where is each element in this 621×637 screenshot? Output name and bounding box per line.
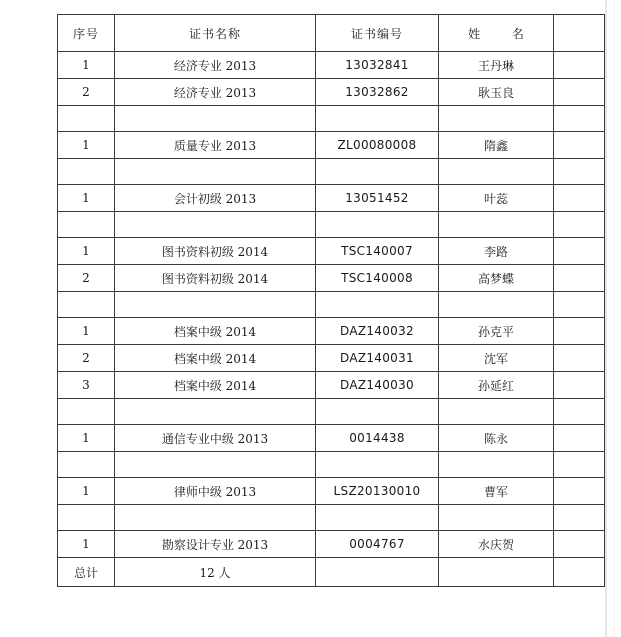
- empty-cell: [115, 212, 316, 238]
- cell-cert-no: DAZ140031: [316, 345, 439, 372]
- cell-cert-no: TSC140008: [316, 265, 439, 292]
- cell-cert-no: DAZ140030: [316, 372, 439, 399]
- cell-cert-name: 质量专业 2013: [115, 132, 316, 159]
- empty-cell: [58, 505, 115, 531]
- cell-seq: 2: [58, 79, 115, 106]
- cell-cert-no: DAZ140032: [316, 318, 439, 345]
- empty-cell: [554, 79, 605, 106]
- cell-name: 李路: [439, 238, 554, 265]
- empty-cell: [316, 106, 439, 132]
- empty-cell: [439, 212, 554, 238]
- empty-cell: [316, 505, 439, 531]
- page-edge-line: [614, 0, 615, 637]
- total-empty-cell: [316, 558, 439, 587]
- empty-cell: [115, 159, 316, 185]
- cell-name: 耿玉良: [439, 79, 554, 106]
- cell-cert-no: 0004767: [316, 531, 439, 558]
- empty-cell: [439, 159, 554, 185]
- table-row: [58, 531, 605, 558]
- empty-cell: [316, 212, 439, 238]
- cell-cert-name: 档案中级 2014: [115, 318, 316, 345]
- total-value: 12 人: [115, 558, 316, 587]
- table-row: [58, 79, 605, 106]
- empty-cell: [554, 452, 605, 478]
- empty-cell: [554, 238, 605, 265]
- total-empty-cell: [554, 558, 605, 587]
- spacer-row: [58, 452, 605, 478]
- empty-cell: [58, 292, 115, 318]
- empty-cell: [316, 292, 439, 318]
- cell-cert-name: 图书资料初级 2014: [115, 265, 316, 292]
- cell-cert-name: 图书资料初级 2014: [115, 238, 316, 265]
- table-row: [58, 238, 605, 265]
- cell-seq: 1: [58, 318, 115, 345]
- table-row: [58, 185, 605, 212]
- cell-cert-no: 13032841: [316, 52, 439, 79]
- empty-cell: [554, 52, 605, 79]
- empty-cell: [554, 505, 605, 531]
- empty-cell: [554, 265, 605, 292]
- certificate-table: [57, 14, 605, 587]
- cell-cert-name: 通信专业中级 2013: [115, 425, 316, 452]
- total-label: 总计: [58, 558, 115, 587]
- spacer-row: [58, 159, 605, 185]
- cell-name: 陈永: [439, 425, 554, 452]
- spacer-row: [58, 505, 605, 531]
- empty-cell: [58, 399, 115, 425]
- cell-cert-no: TSC140007: [316, 238, 439, 265]
- empty-cell: [554, 531, 605, 558]
- cell-name: 孙克平: [439, 318, 554, 345]
- table-header: [58, 15, 605, 52]
- cell-name: 高梦蝶: [439, 265, 554, 292]
- cell-seq: 1: [58, 478, 115, 505]
- empty-cell: [316, 399, 439, 425]
- empty-cell: [58, 212, 115, 238]
- empty-cell: [115, 452, 316, 478]
- spacer-row: [58, 106, 605, 132]
- cell-name: 隋鑫: [439, 132, 554, 159]
- empty-cell: [554, 345, 605, 372]
- header-row: [58, 15, 605, 52]
- table-body: [58, 52, 605, 558]
- cell-cert-no: 0014438: [316, 425, 439, 452]
- empty-cell: [554, 372, 605, 399]
- cell-name: 孙延红: [439, 372, 554, 399]
- cell-seq: 2: [58, 345, 115, 372]
- table-row: [58, 52, 605, 79]
- empty-cell: [554, 132, 605, 159]
- empty-cell: [554, 159, 605, 185]
- cell-cert-no: LSZ20130010: [316, 478, 439, 505]
- table-footer: [58, 558, 605, 587]
- empty-cell: [439, 399, 554, 425]
- table-row: [58, 425, 605, 452]
- table-row: [58, 345, 605, 372]
- header-name: 姓 名: [439, 15, 554, 52]
- spacer-row: [58, 399, 605, 425]
- cell-seq: 1: [58, 425, 115, 452]
- spacer-row: [58, 212, 605, 238]
- table-row: [58, 372, 605, 399]
- cell-seq: 3: [58, 372, 115, 399]
- cell-cert-name: 会计初级 2013: [115, 185, 316, 212]
- cell-name: 叶蕊: [439, 185, 554, 212]
- cell-seq: 1: [58, 132, 115, 159]
- empty-cell: [115, 399, 316, 425]
- empty-cell: [439, 452, 554, 478]
- empty-cell: [554, 478, 605, 505]
- cell-cert-name: 档案中级 2014: [115, 372, 316, 399]
- header-seq: 序号: [58, 15, 115, 52]
- spacer-row: [58, 292, 605, 318]
- cell-name: 曹军: [439, 478, 554, 505]
- cell-name: 王丹琳: [439, 52, 554, 79]
- cell-cert-name: 经济专业 2013: [115, 52, 316, 79]
- cell-cert-no: 13051452: [316, 185, 439, 212]
- table-row: [58, 132, 605, 159]
- empty-cell: [58, 452, 115, 478]
- total-row: [58, 558, 605, 587]
- header-empty-cell: [554, 15, 605, 52]
- cell-seq: 1: [58, 52, 115, 79]
- empty-cell: [115, 505, 316, 531]
- empty-cell: [554, 185, 605, 212]
- header-cert-name: 证书名称: [115, 15, 316, 52]
- empty-cell: [439, 505, 554, 531]
- empty-cell: [554, 399, 605, 425]
- table-row: [58, 478, 605, 505]
- cell-cert-no: ZL00080008: [316, 132, 439, 159]
- cell-cert-name: 档案中级 2014: [115, 345, 316, 372]
- empty-cell: [554, 212, 605, 238]
- total-empty-cell: [439, 558, 554, 587]
- header-cert-no: 证书编号: [316, 15, 439, 52]
- table-row: [58, 265, 605, 292]
- cell-name: 水庆贺: [439, 531, 554, 558]
- cell-seq: 1: [58, 531, 115, 558]
- empty-cell: [554, 425, 605, 452]
- cell-seq: 1: [58, 238, 115, 265]
- empty-cell: [439, 106, 554, 132]
- cell-cert-no: 13032862: [316, 79, 439, 106]
- empty-cell: [58, 106, 115, 132]
- cell-name: 沈军: [439, 345, 554, 372]
- empty-cell: [316, 159, 439, 185]
- cell-cert-name: 经济专业 2013: [115, 79, 316, 106]
- cell-seq: 1: [58, 185, 115, 212]
- empty-cell: [554, 106, 605, 132]
- empty-cell: [554, 318, 605, 345]
- empty-cell: [439, 292, 554, 318]
- cell-cert-name: 勘察设计专业 2013: [115, 531, 316, 558]
- empty-cell: [554, 292, 605, 318]
- empty-cell: [316, 452, 439, 478]
- empty-cell: [58, 159, 115, 185]
- cell-seq: 2: [58, 265, 115, 292]
- empty-cell: [115, 106, 316, 132]
- empty-cell: [115, 292, 316, 318]
- page-edge-shadow: [605, 0, 607, 637]
- table-row: [58, 318, 605, 345]
- cell-cert-name: 律师中级 2013: [115, 478, 316, 505]
